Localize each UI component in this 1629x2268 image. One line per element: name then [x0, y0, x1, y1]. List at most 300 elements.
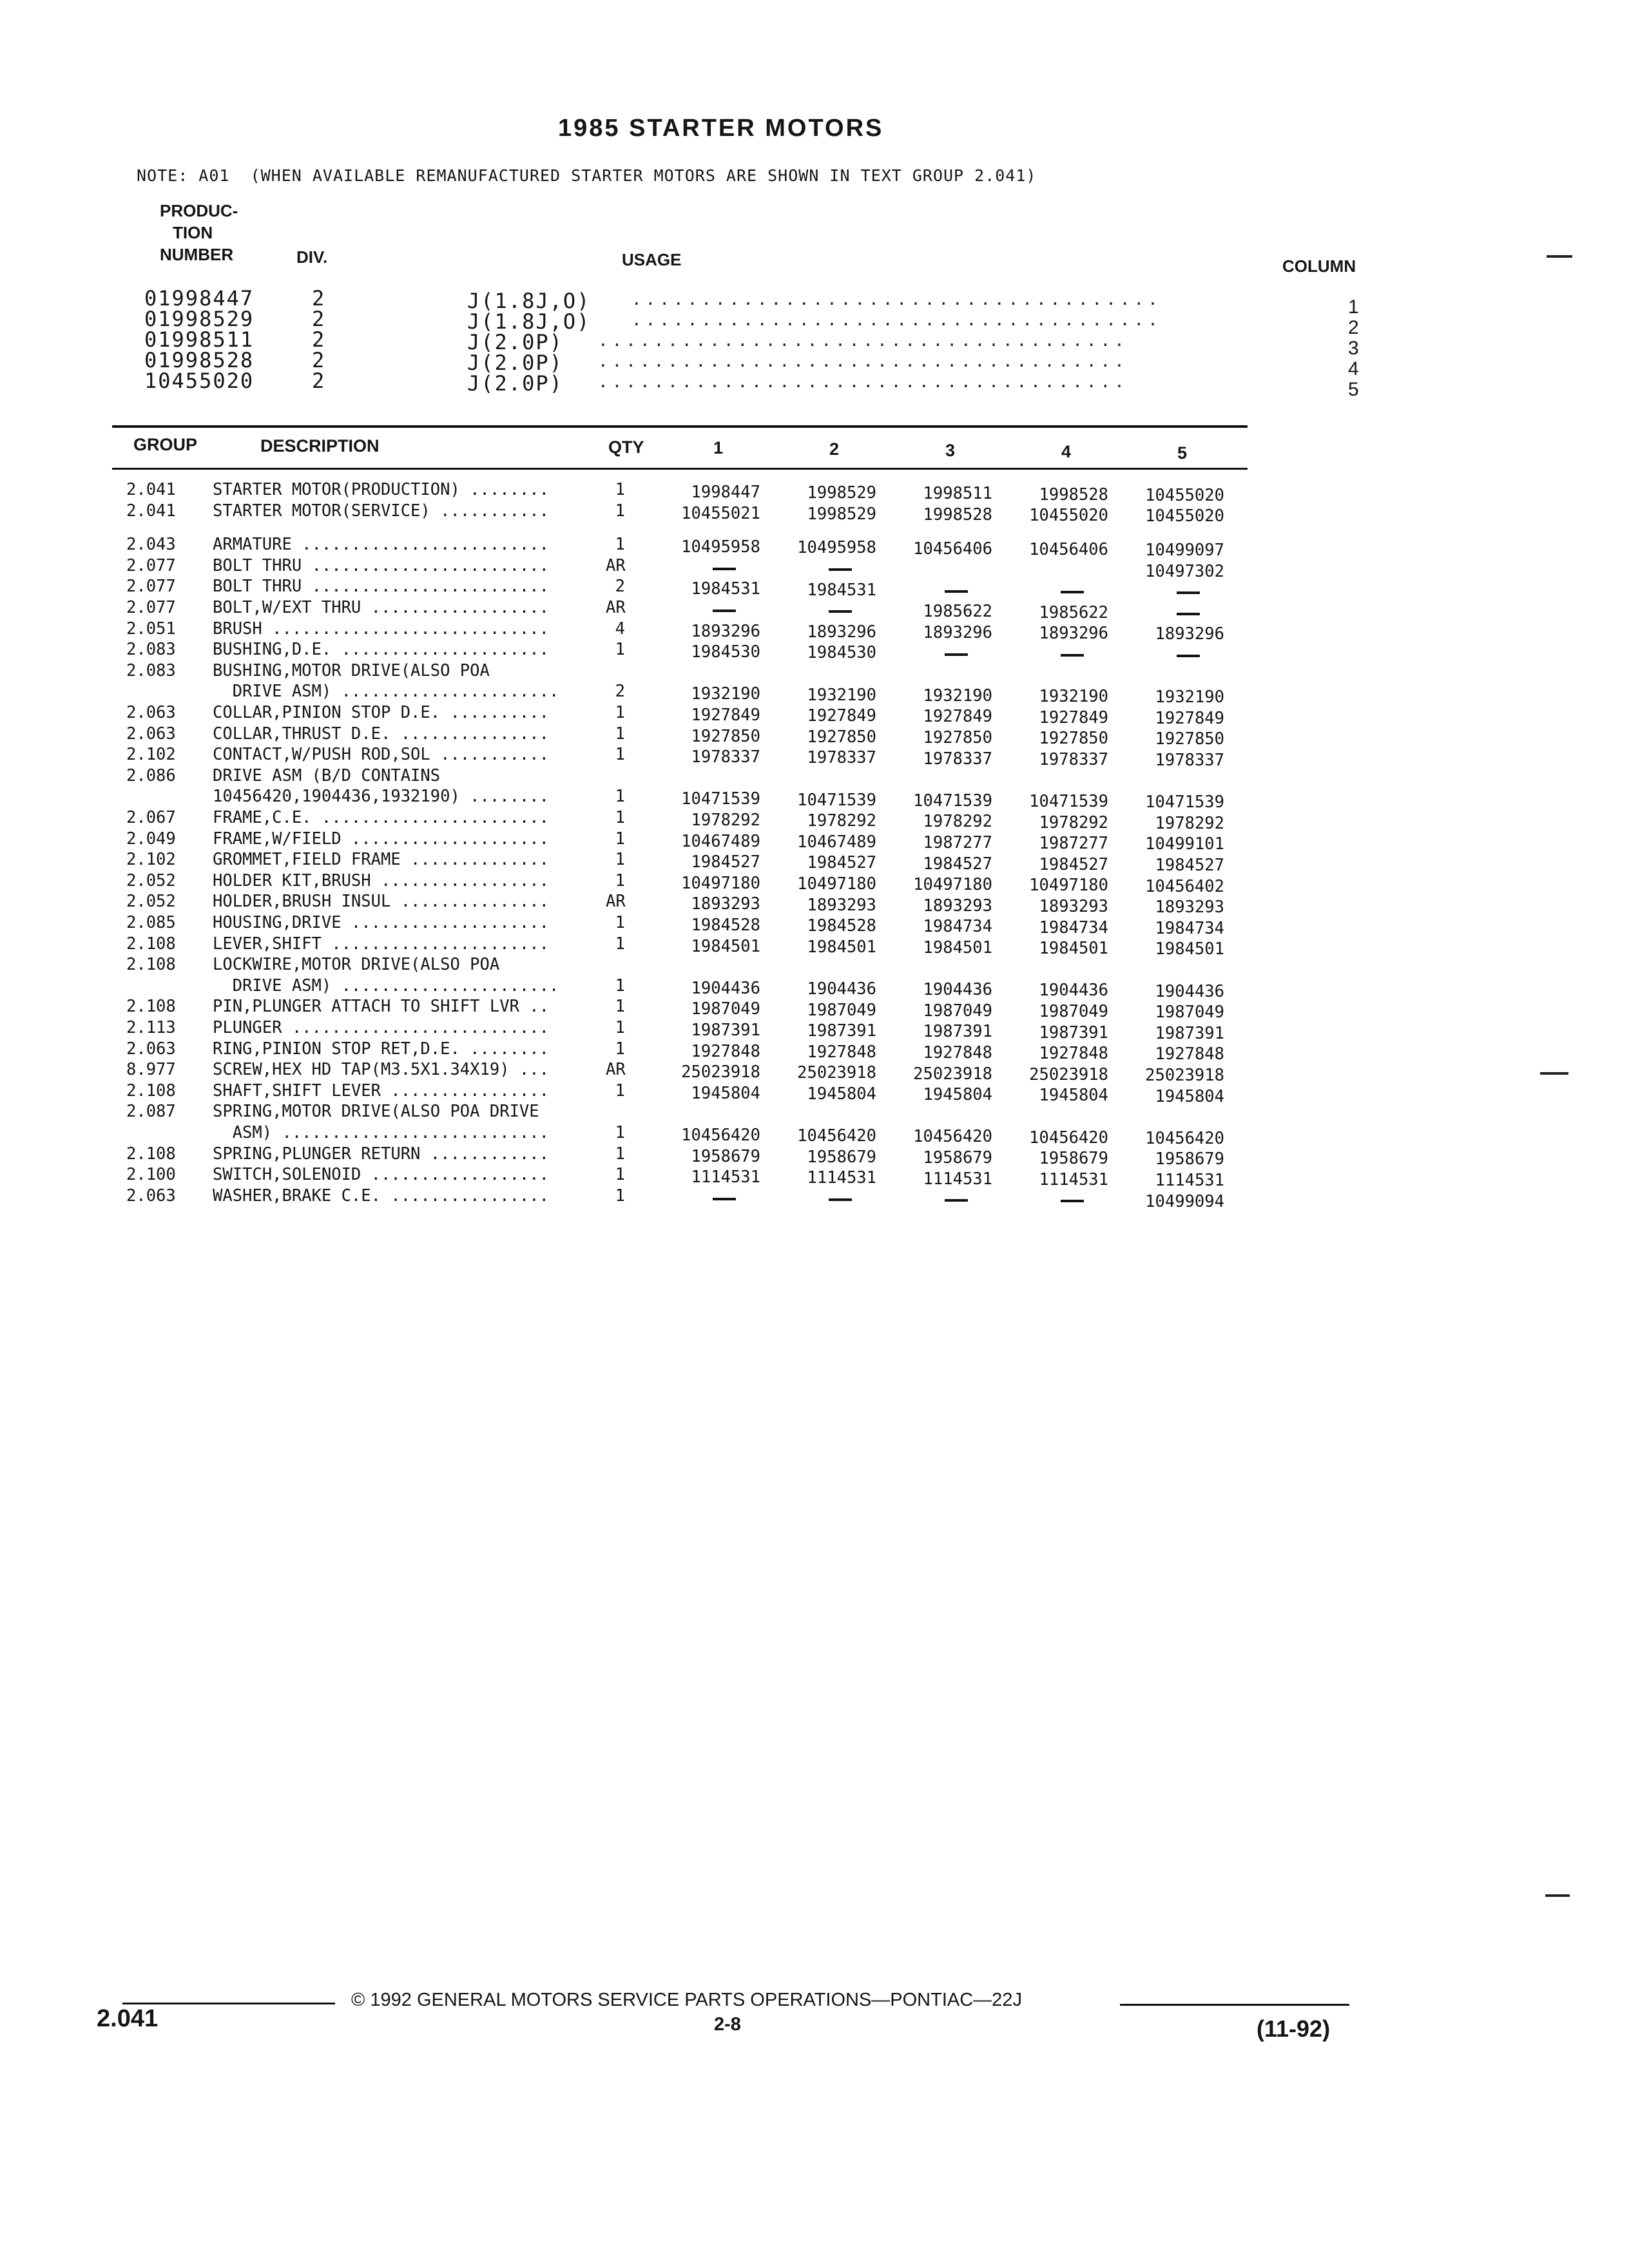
part-number: 1893296	[1039, 624, 1108, 644]
part-number: 1927850	[923, 728, 992, 747]
dash-mark	[829, 568, 852, 571]
part-number: 1998528	[923, 505, 992, 524]
part-number: 10497180	[1029, 876, 1108, 896]
group-code: 2.085	[126, 913, 176, 932]
part-number: 1998528	[1039, 485, 1108, 505]
margin-mark	[1540, 1072, 1568, 1075]
part-qty: AR	[606, 555, 626, 575]
column-header: COLUMN	[1282, 256, 1356, 276]
production-column: 4	[1348, 358, 1359, 380]
production-column: 5	[1348, 379, 1359, 400]
part-description: DRIVE ASM) ......................	[213, 682, 559, 702]
part-number: 1927850	[1155, 729, 1224, 749]
part-number: 1945804	[807, 1084, 876, 1104]
part-number-none	[1115, 582, 1224, 602]
part-number-none	[999, 1190, 1108, 1211]
production-div: 2	[312, 307, 326, 331]
part-number: 1984501	[1039, 939, 1108, 959]
part-number: 1927848	[1039, 1044, 1108, 1064]
part-number: 1987391	[1155, 1023, 1224, 1043]
part-qty: 1	[615, 975, 625, 995]
part-number: 1978292	[1039, 812, 1108, 832]
part-number: 1998447	[691, 483, 760, 502]
part-number: 1978337	[807, 748, 876, 768]
part-description: BRUSH ............................	[213, 619, 549, 639]
leader-dots: ......................................	[598, 331, 1128, 351]
part-number: 1987277	[923, 833, 992, 852]
part-number: 1893293	[923, 896, 992, 916]
part-number: 10456420	[1145, 1128, 1224, 1148]
part-qty: 1	[615, 480, 625, 499]
part-number: 10471539	[1029, 792, 1108, 811]
part-number: 10456420	[913, 1127, 992, 1147]
dash-mark	[1177, 655, 1200, 657]
part-number: 1978292	[1155, 813, 1224, 833]
part-number: 10456420	[1029, 1128, 1108, 1148]
part-number: 1893296	[807, 622, 876, 642]
part-number: 1893296	[691, 621, 760, 641]
part-number: 1904436	[923, 980, 992, 1000]
part-description: BOLT,W/EXT THRU ..................	[213, 598, 549, 617]
leader-dots: ......................................	[631, 311, 1162, 330]
part-number: 1904436	[1155, 981, 1224, 1001]
col-5-header: 5	[1177, 443, 1188, 463]
col-4-header: 4	[1061, 442, 1072, 461]
description-col-header: DESCRIPTION	[260, 436, 380, 456]
part-qty: 1	[615, 913, 625, 932]
part-number: 1893296	[923, 623, 992, 642]
dash-mark	[713, 1198, 736, 1200]
production-number: 01998529	[144, 307, 255, 331]
part-number: 1114531	[1039, 1169, 1108, 1189]
part-number: 1984530	[691, 642, 760, 662]
part-number: 10497180	[681, 873, 760, 893]
dash-mark	[713, 568, 736, 570]
leader-dots: ......................................	[631, 290, 1162, 309]
group-code: 2.108	[126, 997, 176, 1017]
part-qty: 1	[615, 640, 625, 660]
part-description: STARTER MOTOR(SERVICE) ...........	[213, 501, 549, 521]
part-number: 1927850	[807, 727, 876, 747]
production-usage: J(2.0P)	[467, 351, 563, 375]
part-number: 1984527	[1155, 856, 1224, 875]
part-qty: 1	[615, 703, 625, 722]
table-header-rule	[112, 468, 1248, 470]
part-description: BUSHING,MOTOR DRIVE(ALSO POA	[213, 660, 490, 680]
table-top-rule	[112, 425, 1248, 428]
group-code: 2.041	[126, 480, 176, 499]
part-qty: 1	[615, 1144, 625, 1164]
part-description: LEVER,SHIFT ......................	[213, 934, 549, 954]
group-code: 2.077	[126, 555, 176, 575]
part-number: 1998529	[807, 504, 876, 524]
part-number: 1958679	[691, 1146, 760, 1166]
part-number: 1978292	[807, 811, 876, 831]
production-column: 2	[1348, 317, 1359, 338]
col-2-header: 2	[829, 439, 840, 459]
part-number: 1958679	[923, 1148, 992, 1168]
group-code: 2.102	[126, 745, 176, 765]
footer-page-number: 2-8	[714, 2014, 741, 2035]
part-number-none	[1115, 645, 1224, 666]
part-number: 1958679	[1155, 1149, 1224, 1169]
part-number: 1978337	[923, 749, 992, 769]
part-description: SPRING,MOTOR DRIVE(ALSO POA DRIVE	[213, 1102, 539, 1122]
part-qty: 1	[615, 1165, 625, 1185]
part-qty: AR	[606, 1060, 626, 1080]
part-number: 1932190	[807, 685, 876, 705]
footer-copyright: © 1992 GENERAL MOTORS SERVICE PARTS OPERATIONS—PONTIAC—22J	[351, 1990, 1022, 2010]
part-number: 1978292	[923, 812, 992, 832]
group-code: 2.049	[126, 829, 176, 849]
part-number: 1927849	[691, 706, 760, 725]
part-number: 1114531	[923, 1169, 992, 1189]
dash-mark	[945, 1199, 968, 1202]
group-code: 2.113	[126, 1018, 176, 1037]
part-number: 1987391	[807, 1021, 876, 1041]
part-description: PLUNGER ..........................	[213, 1018, 549, 1037]
part-number: 25023918	[797, 1063, 876, 1083]
part-number: 1984531	[807, 580, 876, 600]
part-description: STARTER MOTOR(PRODUCTION) ........	[213, 480, 549, 499]
group-code: 2.108	[126, 1144, 176, 1164]
production-column: 3	[1348, 338, 1359, 359]
group-code: 2.102	[126, 850, 176, 870]
part-number: 1927849	[1155, 708, 1224, 728]
part-number: 10497302	[1145, 561, 1224, 581]
part-description: ARMATURE .........................	[213, 535, 549, 555]
part-number: 1927848	[807, 1042, 876, 1062]
part-number: 1984501	[691, 936, 760, 956]
part-number: 1987391	[923, 1022, 992, 1042]
part-number: 1927849	[923, 707, 992, 727]
part-number: 1893296	[1155, 624, 1224, 644]
production-header-2: TION	[173, 223, 213, 242]
part-description: HOLDER,BRUSH INSUL ...............	[213, 892, 549, 912]
production-usage: J(2.0P)	[467, 330, 563, 354]
part-description: SWITCH,SOLENOID ..................	[213, 1165, 549, 1185]
part-number: 1958679	[807, 1147, 876, 1167]
part-number: 1893293	[1039, 897, 1108, 916]
production-number: 01998447	[144, 286, 255, 311]
part-number-none	[651, 558, 760, 579]
part-number-none	[883, 644, 992, 664]
group-code: 2.083	[126, 660, 176, 680]
part-number: 1945804	[923, 1085, 992, 1105]
part-description: PIN,PLUNGER ATTACH TO SHIFT LVR ..	[213, 997, 549, 1017]
production-number: 10455020	[144, 369, 255, 393]
part-number-none	[651, 600, 760, 620]
part-number: 25023918	[1029, 1064, 1108, 1084]
production-column: 1	[1348, 296, 1359, 318]
group-code: 8.977	[126, 1060, 176, 1080]
part-qty: 1	[615, 808, 625, 827]
part-number: 25023918	[1145, 1066, 1224, 1085]
part-number: 1932190	[1155, 687, 1224, 707]
part-description: SHAFT,SHIFT LEVER ................	[213, 1081, 549, 1100]
qty-col-header: QTY	[608, 437, 644, 457]
part-qty: 4	[615, 619, 625, 639]
dash-mark	[945, 653, 968, 656]
part-number: 10455020	[1029, 506, 1108, 526]
group-code: 2.052	[126, 892, 176, 912]
part-number-none	[767, 1189, 876, 1209]
production-number: 01998528	[144, 348, 255, 372]
part-number: 1984530	[807, 643, 876, 663]
production-usage: J(1.8J,O)	[467, 289, 591, 313]
part-number: 1904436	[807, 979, 876, 999]
part-number: 10455020	[1145, 485, 1224, 505]
part-qty: 1	[615, 501, 625, 521]
part-description: GROMMET,FIELD FRAME ..............	[213, 850, 549, 870]
part-number: 1987049	[923, 1001, 992, 1021]
part-number: 1984734	[923, 917, 992, 937]
part-number: 10497180	[913, 875, 992, 895]
production-header-1: PRODUC-	[160, 201, 238, 220]
part-description: HOUSING,DRIVE ....................	[213, 913, 549, 932]
part-number: 1984527	[691, 852, 760, 872]
part-number: 1987049	[807, 1000, 876, 1020]
part-number: 10456406	[1029, 539, 1108, 559]
dash-mark	[829, 610, 852, 613]
part-qty: AR	[606, 598, 626, 617]
group-code: 2.063	[126, 1039, 176, 1059]
dash-mark	[1177, 591, 1200, 594]
part-number: 10499101	[1145, 834, 1224, 854]
part-number: 1984527	[1039, 854, 1108, 874]
div-header: DIV.	[296, 247, 328, 267]
part-number: 1984528	[691, 916, 760, 935]
group-code: 2.052	[126, 870, 176, 890]
part-description: CONTACT,W/PUSH ROD,SOL ...........	[213, 745, 549, 765]
footer-left-rule	[122, 2003, 335, 2004]
part-number: 1987049	[1039, 1002, 1108, 1021]
part-qty: 2	[615, 577, 625, 597]
part-number: 1114531	[1155, 1171, 1224, 1190]
part-qty: 1	[615, 829, 625, 849]
group-code: 2.063	[126, 1186, 176, 1206]
part-qty: 1	[615, 1039, 625, 1059]
group-code: 2.063	[126, 703, 176, 722]
part-description: RING,PINION STOP RET,D.E. ........	[213, 1039, 549, 1059]
part-number-none	[999, 581, 1108, 602]
part-number: 1927849	[807, 706, 876, 726]
part-number: 10495958	[797, 538, 876, 558]
part-number: 1998511	[923, 484, 992, 504]
part-number: 10497180	[797, 874, 876, 894]
part-number: 1984734	[1155, 918, 1224, 938]
part-number: 10467489	[681, 831, 760, 851]
production-div: 2	[312, 369, 326, 393]
part-number: 10456406	[913, 539, 992, 559]
part-qty: 1	[615, 850, 625, 870]
part-number: 1984501	[923, 938, 992, 957]
margin-mark	[1547, 255, 1572, 258]
group-code: 2.067	[126, 808, 176, 827]
part-number: 1893293	[691, 894, 760, 914]
part-qty: 1	[615, 535, 625, 555]
part-number: 1927850	[691, 726, 760, 746]
part-number: 1984527	[923, 854, 992, 874]
part-description: HOLDER KIT,BRUSH .................	[213, 870, 549, 890]
part-number-none	[767, 601, 876, 621]
part-number: 1984528	[807, 916, 876, 936]
footer-right-rule	[1120, 2004, 1349, 2006]
production-div: 2	[312, 348, 326, 372]
part-number-none	[999, 644, 1108, 665]
dash-mark	[945, 590, 968, 593]
part-number: 1932190	[691, 684, 760, 704]
footer-date: (11-92)	[1257, 2015, 1331, 2042]
dash-mark	[713, 610, 736, 612]
part-number: 10467489	[797, 832, 876, 852]
part-number: 10499097	[1145, 541, 1224, 560]
dash-mark	[1061, 591, 1084, 593]
part-number: 10499094	[1145, 1191, 1224, 1211]
page-title: 1985 STARTER MOTORS	[558, 115, 884, 142]
part-description: FRAME,C.E. .......................	[213, 808, 549, 827]
part-number: 1987277	[1039, 834, 1108, 854]
part-number: 25023918	[913, 1064, 992, 1084]
part-number: 10495958	[681, 537, 760, 557]
production-usage: J(2.0P)	[467, 371, 563, 396]
part-description: 10456420,1904436,1932190) ........	[213, 787, 549, 807]
part-number: 1998529	[807, 483, 876, 503]
part-number: 10456420	[797, 1126, 876, 1146]
part-number: 1987391	[691, 1021, 760, 1040]
part-number: 1927848	[923, 1043, 992, 1062]
part-number: 1927850	[1039, 729, 1108, 749]
part-number: 1987391	[1039, 1023, 1108, 1043]
part-description: COLLAR,THRUST D.E. ...............	[213, 724, 549, 744]
part-number: 1927848	[1155, 1044, 1224, 1064]
part-number-none	[1115, 603, 1224, 624]
group-code: 2.077	[126, 577, 176, 597]
part-number: 1984501	[1155, 939, 1224, 959]
group-code: 2.077	[126, 598, 176, 617]
part-qty: 1	[615, 997, 625, 1017]
footer-section: 2.041	[97, 2005, 159, 2032]
part-number-none	[883, 1189, 992, 1210]
group-code: 2.086	[126, 765, 176, 785]
part-number: 1978292	[691, 811, 760, 830]
part-qty: 1	[615, 1186, 625, 1206]
part-number: 1987049	[691, 999, 760, 1019]
part-qty: AR	[606, 892, 626, 912]
part-number-none	[651, 1188, 760, 1209]
leader-dots: ......................................	[598, 372, 1128, 392]
part-description: LOCKWIRE,MOTOR DRIVE(ALSO POA	[213, 955, 500, 975]
part-qty: 2	[615, 682, 625, 702]
part-number: 10456402	[1145, 876, 1224, 896]
part-qty: 1	[615, 787, 625, 807]
part-number: 10471539	[681, 789, 760, 809]
margin-mark	[1545, 1894, 1570, 1897]
part-description: FRAME,W/FIELD ....................	[213, 829, 549, 849]
part-number: 10471539	[1145, 793, 1224, 812]
part-number: 1945804	[1155, 1086, 1224, 1106]
group-code: 2.108	[126, 955, 176, 975]
part-number: 10455021	[681, 503, 760, 523]
production-number: 01998511	[144, 327, 255, 352]
col-3-header: 3	[945, 441, 956, 460]
dash-mark	[1061, 654, 1084, 657]
part-number-none	[883, 581, 992, 601]
part-number: 1932190	[923, 686, 992, 706]
part-number: 1893293	[807, 895, 876, 915]
group-code: 2.041	[126, 501, 176, 521]
part-number: 1114531	[691, 1168, 760, 1187]
group-code: 2.087	[126, 1102, 176, 1122]
part-number: 1978337	[1155, 751, 1224, 770]
part-number: 25023918	[681, 1062, 760, 1082]
part-description: SCREW,HEX HD TAP(M3.5X1.34X19) ...	[213, 1060, 549, 1080]
part-number: 1984527	[807, 853, 876, 873]
dash-mark	[1061, 1200, 1084, 1202]
leader-dots: ......................................	[598, 352, 1128, 371]
part-number: 10456420	[681, 1126, 760, 1145]
part-number: 1904436	[691, 978, 760, 998]
part-number: 1945804	[1039, 1086, 1108, 1106]
part-number: 1984501	[807, 937, 876, 957]
note-text: NOTE: A01 (WHEN AVAILABLE REMANUFACTURED STARTER MOTORS ARE SHOWN IN TEXT GROUP 2.041)	[137, 166, 1037, 185]
part-number: 1932190	[1039, 687, 1108, 706]
group-code: 2.083	[126, 640, 176, 660]
part-description: BOLT THRU ........................	[213, 577, 549, 597]
part-qty: 1	[615, 745, 625, 765]
part-description: BUSHING,D.E. .....................	[213, 640, 549, 660]
part-number: 1978337	[691, 747, 760, 767]
part-description: SPRING,PLUNGER RETURN ............	[213, 1144, 549, 1164]
part-description: DRIVE ASM (B/D CONTAINS	[213, 765, 441, 785]
part-description: WASHER,BRAKE C.E. ................	[213, 1186, 549, 1206]
part-number: 10471539	[797, 790, 876, 810]
group-code: 2.043	[126, 535, 176, 555]
production-usage: J(1.8J,O)	[467, 309, 591, 334]
part-qty: 1	[615, 724, 625, 744]
usage-header: USAGE	[622, 250, 682, 269]
group-col-header: GROUP	[133, 435, 198, 454]
part-number: 1985622	[923, 602, 992, 622]
part-number: 10471539	[913, 791, 992, 811]
part-number: 1945804	[691, 1083, 760, 1103]
dash-mark	[1177, 613, 1200, 615]
part-qty: 1	[615, 1081, 625, 1100]
part-number: 1984734	[1039, 918, 1108, 937]
part-qty: 1	[615, 870, 625, 890]
part-number: 1927848	[691, 1041, 760, 1061]
part-number: 1984531	[691, 579, 760, 599]
part-number: 1893293	[1155, 898, 1224, 918]
part-number: 10455020	[1145, 506, 1224, 526]
part-number: 1927849	[1039, 707, 1108, 727]
group-code: 2.108	[126, 934, 176, 954]
part-qty: 1	[615, 934, 625, 954]
part-number: 1985622	[1039, 602, 1108, 622]
part-number-none	[767, 559, 876, 579]
group-code: 2.108	[126, 1081, 176, 1100]
part-description: COLLAR,PINION STOP D.E. ..........	[213, 703, 549, 722]
part-description: ASM) ...........................	[213, 1123, 549, 1142]
dash-mark	[829, 1198, 852, 1201]
production-div: 2	[312, 327, 326, 352]
part-qty: 1	[615, 1018, 625, 1037]
part-description: BOLT THRU ........................	[213, 555, 549, 575]
part-number: 1114531	[807, 1168, 876, 1188]
col-1-header: 1	[713, 438, 724, 457]
production-div: 2	[312, 286, 326, 311]
group-code: 2.063	[126, 724, 176, 744]
